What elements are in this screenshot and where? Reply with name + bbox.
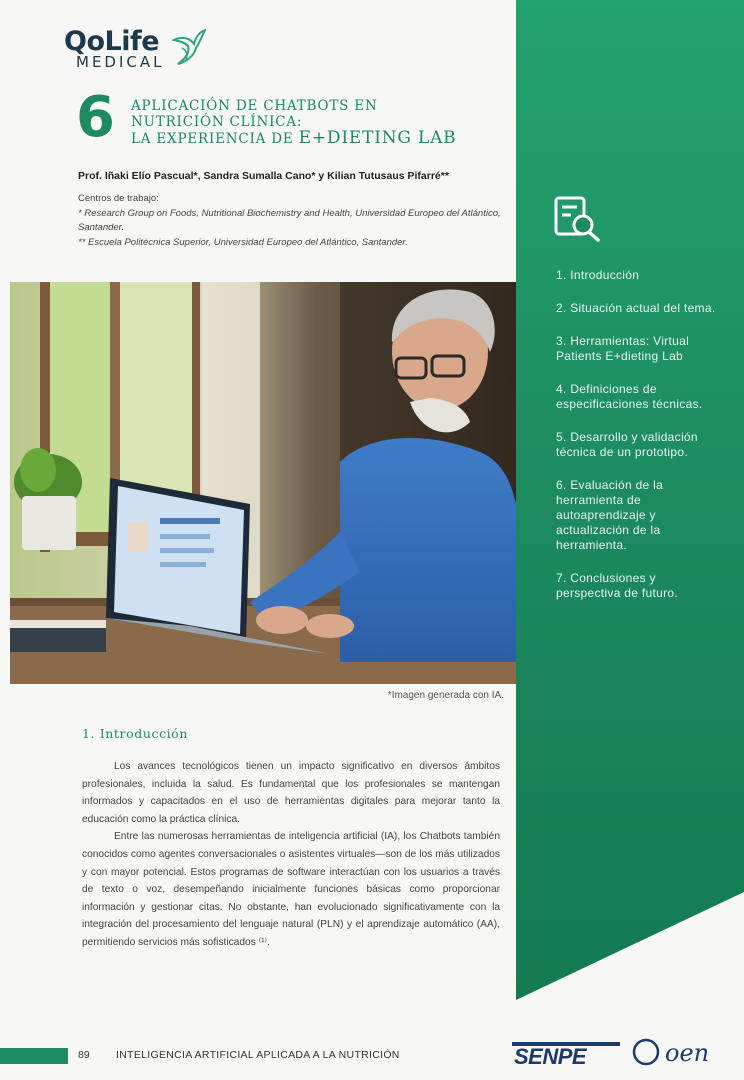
chapter-number: 6 [76, 85, 115, 150]
authors: Prof. Iñaki Elío Pascual*, Sandra Sumalla Cano* y Kilian Tutusaus Pifarré** [78, 170, 449, 182]
table-of-contents [556, 268, 721, 619]
centre-2: ** Escuela Politécnica Superior, Universidad Europeo del Atlántico, Santander. [78, 236, 408, 248]
toc-item: 3. Herramientas: Virtual Patients E+dieting Lab [556, 334, 690, 363]
toc-item: 7. Conclusiones y perspectiva de futuro. [556, 571, 679, 600]
page-number: 89 [78, 1049, 90, 1061]
toc-item: 5. Desarrollo y validación técnica de un prototipo. [556, 430, 698, 459]
centre-1: * Research Group on Foods, Nutritional Biochemistry and Health, Universidad Europeo del Atlántico, Santander. [78, 207, 501, 233]
toc-item: 2. Situación actual del tema. [556, 301, 716, 315]
centres-label: Centros de trabajo: [78, 193, 159, 204]
chapter-title-line1: APLICACIÓN DE CHATBOTS EN [131, 98, 378, 114]
footer-accent-bar [0, 1048, 68, 1064]
paragraph-2: Entre las numerosas herramientas de inteligencia artificial (IA), los Chatbots también conocidos como agentes conversacionales o asistentes virtuales—son de los más utilizados y con mayor potencial. Estos programas de software interactúan con los usuarios a través de texto o voz, desempeñando inicialmente funciones básicas como proporcionar información y gestionar citas. No obstante, han evolucionado significativamente con la integración del procesamiento del lenguaje natural (PLN) y el aprendizaje automático (AA), permitiendo servicios más sofisticados ⁽¹⁾. [82, 831, 500, 948]
photo-caption: *Imagen generada con IA. [387, 690, 504, 701]
work-centres [78, 192, 508, 250]
qolife-logo [64, 26, 204, 74]
senpe-logo-text: SENPE [514, 1044, 587, 1069]
chapter-title [131, 98, 461, 147]
logo-word: QoLife [64, 26, 160, 57]
toc-item: 4. Definiciones de especificaciones técnicas. [556, 382, 703, 411]
book-title: INTELIGENCIA ARTIFICIAL APLICADA A LA NUTRICIÓN [116, 1049, 400, 1061]
toc-item: 1. Introducción [556, 268, 640, 282]
bird-icon [172, 26, 206, 66]
section-body [82, 758, 500, 952]
section-heading: 1. Introducción [82, 726, 189, 741]
oen-logo-text: oen [665, 1039, 710, 1067]
paragraph-1: Los avances tecnológicos tienen un impacto significativo en diversos ámbitos profesionales, incluida la salud. Es fundamental que los profesionales se mantengan informados y capacitados en el uso de herramientas digitales para mejorar tanto la educación como la práctica clínica. [82, 761, 500, 825]
document-search-icon [553, 196, 603, 242]
chapter-title-line3b: E+DIETING LAB [298, 128, 457, 148]
chapter-title-line3a: LA EXPERIENCIA DE [131, 131, 299, 147]
logo-subtitle: MEDICAL [76, 53, 165, 71]
man-with-laptop-photo [10, 282, 522, 684]
toc-item: 6. Evaluación de la herramienta de autoaprendizaje y actualización de la herramienta. [556, 478, 664, 552]
oen-logo [632, 1036, 722, 1068]
chapter-title-line2: NUTRICIÓN CLÍNICA: [131, 114, 303, 130]
senpe-logo [512, 1042, 620, 1068]
